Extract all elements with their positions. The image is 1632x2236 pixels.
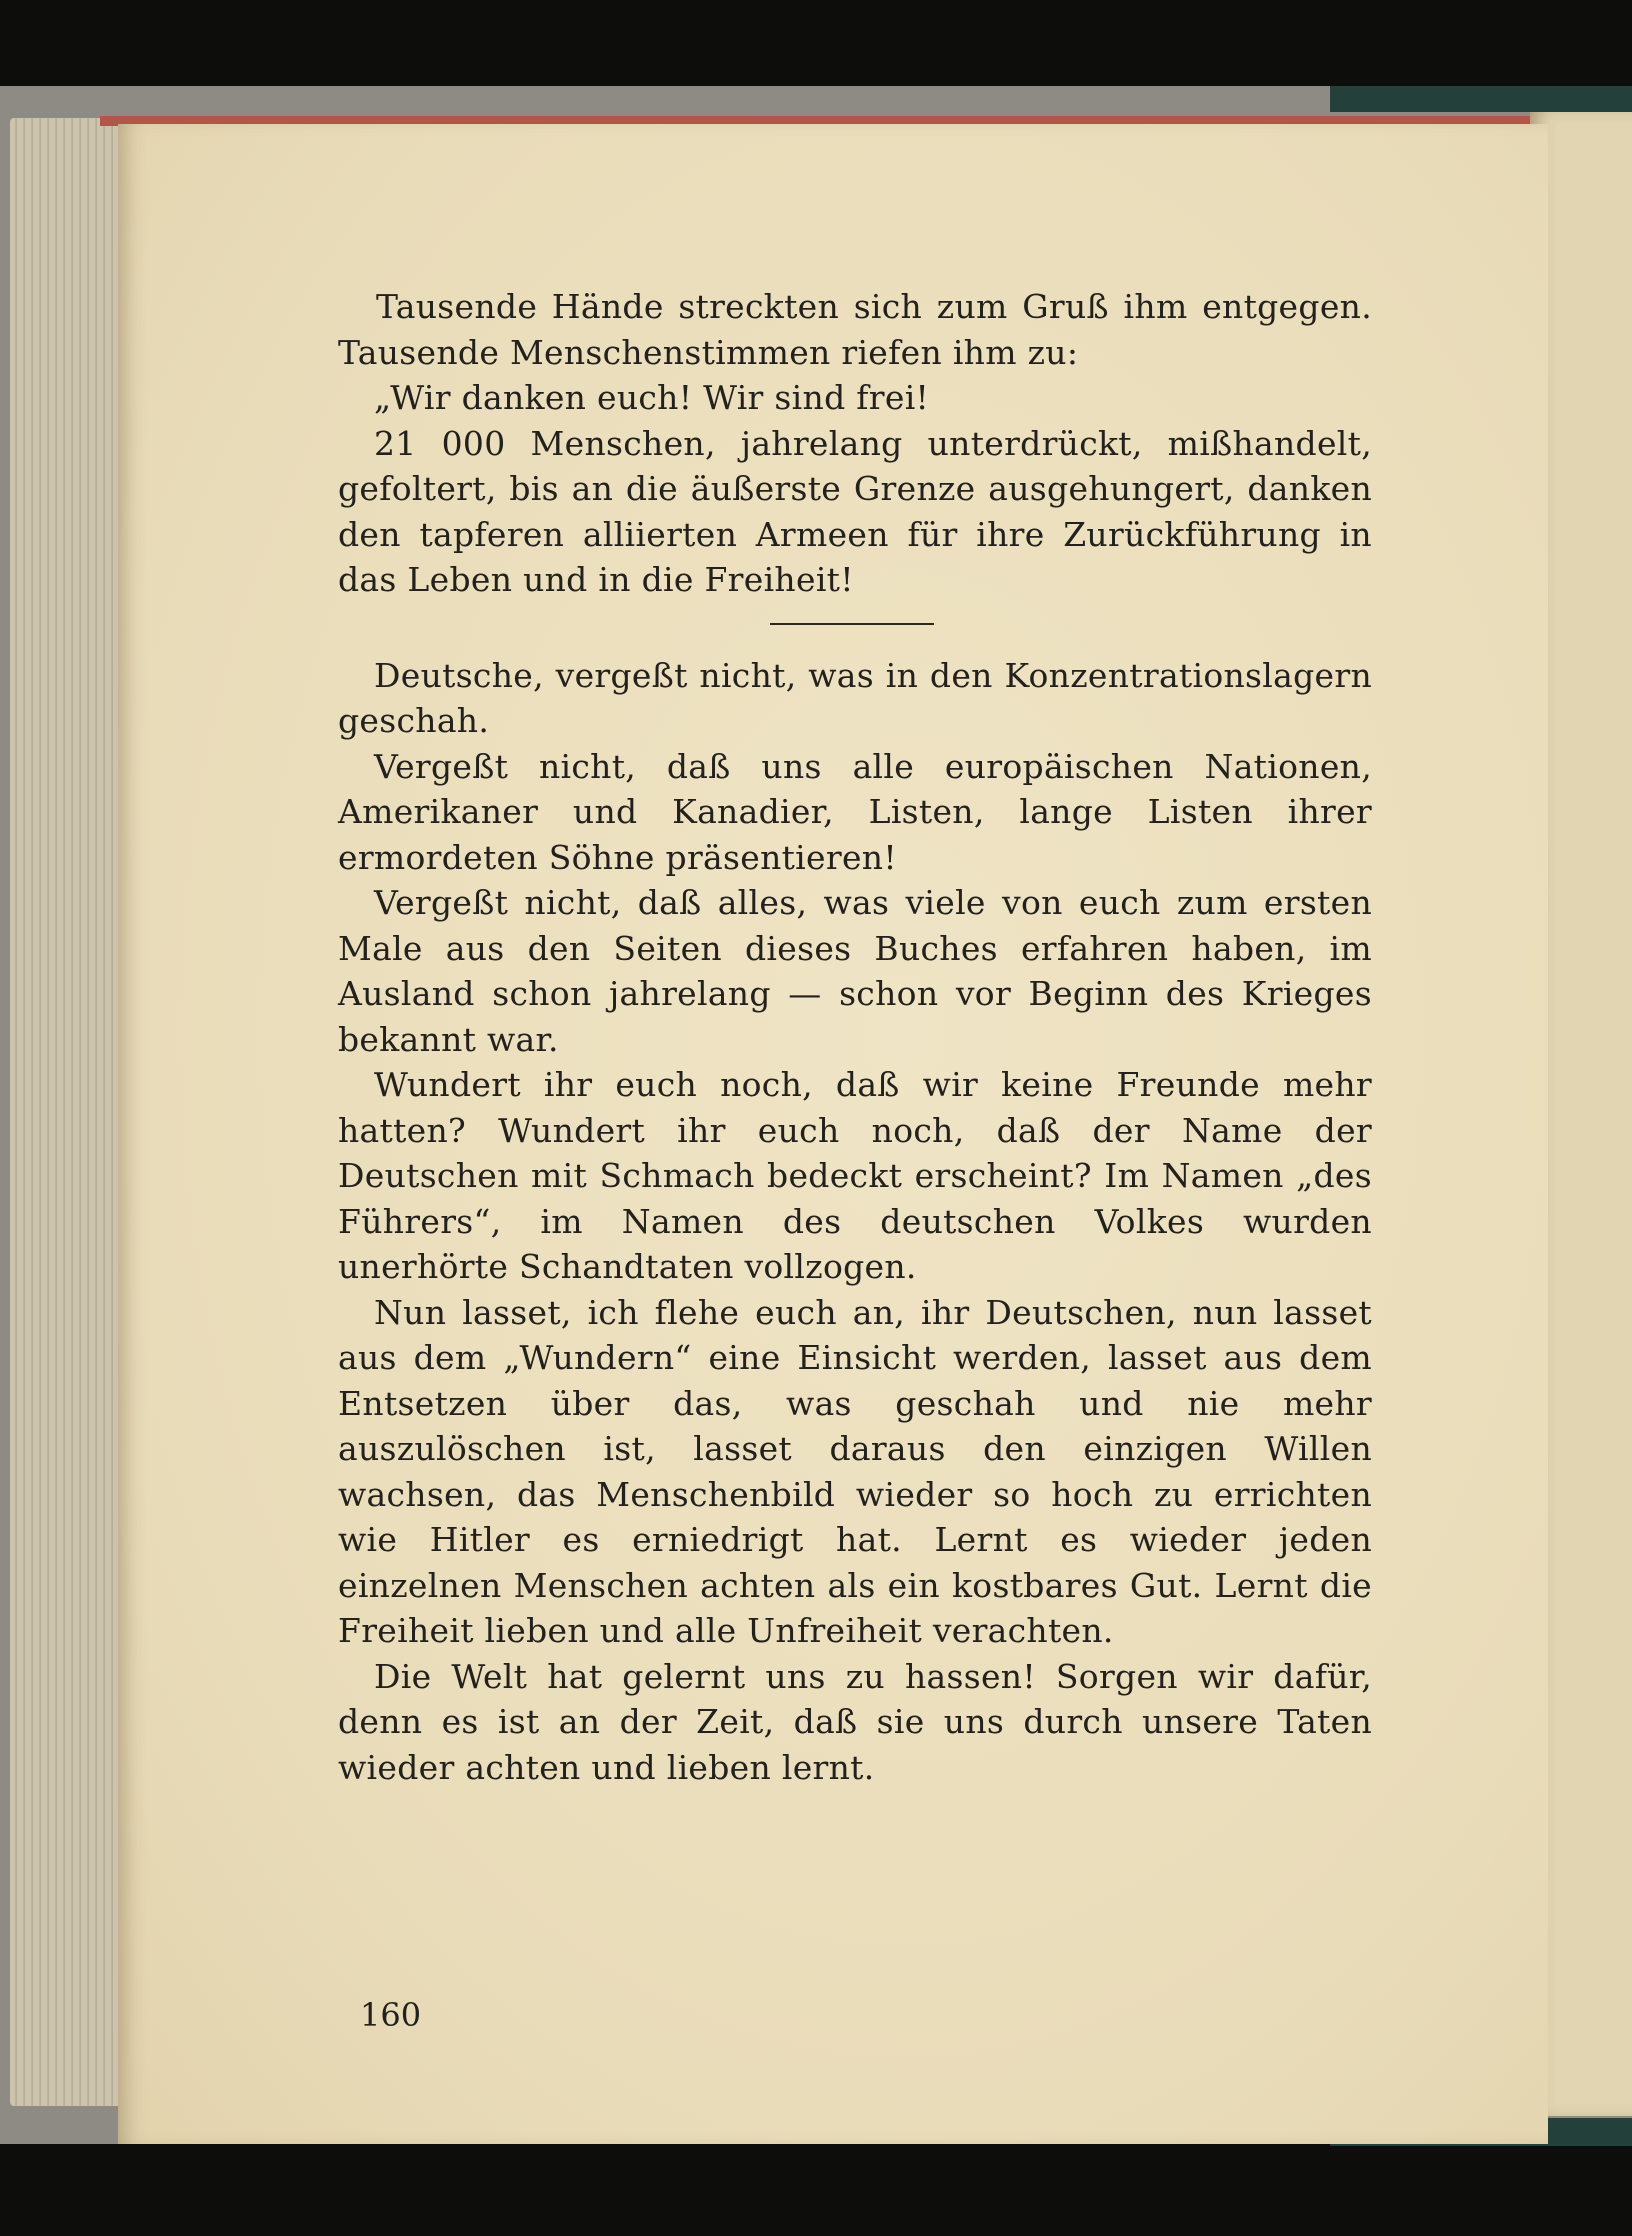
paragraph: „Wir danken euch! Wir sind frei! xyxy=(374,378,930,417)
page-number: 160 xyxy=(360,1996,422,2034)
paragraph: Tausende Hände streckten sich zum Gruß ihm entgegen. Tausende Menschenstimmen riefen ihm zu: xyxy=(338,287,1372,372)
page-edges xyxy=(10,118,132,2106)
paragraph: Nun lasset, ich flehe euch an, ihr Deutschen, nun lasset aus dem „Wundern“ eine Einsicht werden, lasset aus dem Entsetzen über das, was geschah und nie mehr auszulöschen ist, lasset daraus den einzigen Willen wachsen, das Menschenbild wieder so hoch zu errichten wie Hitler es erniedrigt hat. Lernt es wieder jeden einzelnen Menschen achten als ein kostbares Gut. Lernt die Freiheit lieben und alle Unfreiheit verachten. xyxy=(338,1292,1372,1650)
paragraph: Deutsche, vergeßt nicht, was in den Konzentrationslagern geschah. xyxy=(338,655,1372,740)
paragraph: Vergeßt nicht, daß uns alle europäischen Nationen, Amerikaner und Kanadier, Listen, lange Listen ihrer ermordeten Söhne präsentieren! xyxy=(338,746,1372,877)
paragraph: Wundert ihr euch noch, daß wir keine Freunde mehr hatten? Wundert ihr euch noch, daß der Name der Deutschen mit Schmach bedeckt erscheint? Im Namen „des Führers“, im Namen des deutschen Volkes wurden unerhörte Schandtaten vollzogen. xyxy=(338,1065,1372,1286)
page-body xyxy=(338,284,1372,1790)
paragraph: Vergeßt nicht, daß alles, was viele von euch zum ersten Male aus den Seiten dieses Buches erfahren haben, im Ausland schon jahrelang — schon vor Beginn des Krieges bekannt war. xyxy=(338,883,1372,1059)
paragraph: Die Welt hat gelernt uns zu hassen! Sorgen wir dafür, denn es ist an der Zeit, daß sie uns durch unsere Taten wieder achten und lieben lernt. xyxy=(338,1656,1372,1787)
paragraph: 21 000 Menschen, jahrelang unterdrückt, mißhandelt, gefoltert, bis an die äußerste Grenze ausgehungert, danken den tapferen alliierten Armeen für ihre Zurückführung in das Leben und in die Freiheit! xyxy=(338,423,1372,599)
cover-cloth-top xyxy=(1330,86,1632,112)
section-divider xyxy=(770,623,934,625)
